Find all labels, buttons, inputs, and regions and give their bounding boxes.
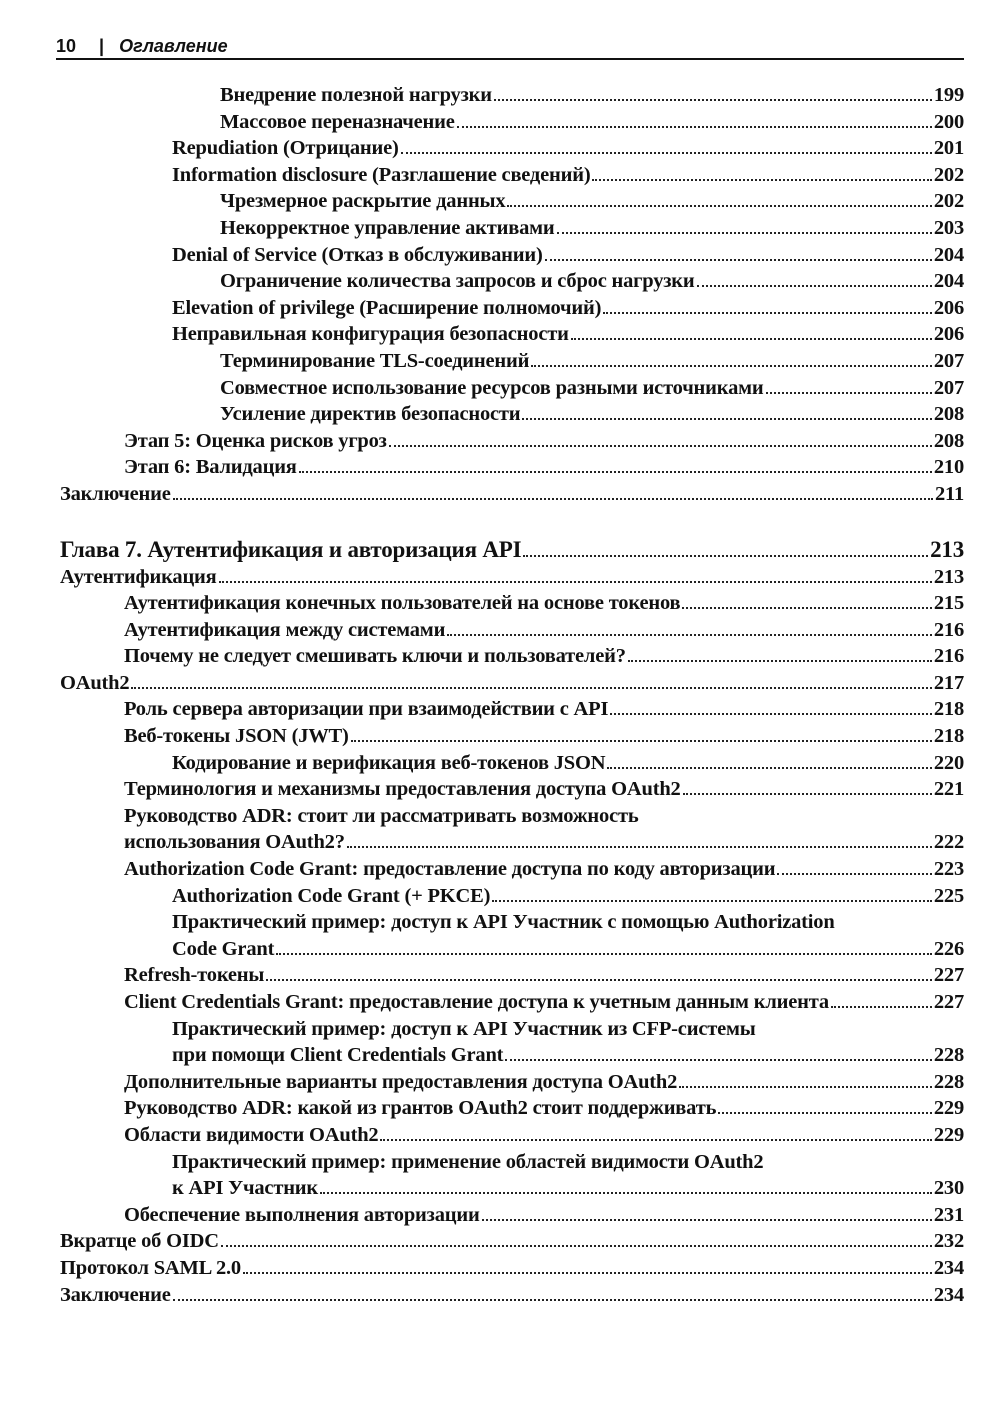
chapter-page: 213	[930, 536, 964, 562]
toc-entry-page: 227	[933, 991, 964, 1013]
dot-leader	[492, 900, 932, 902]
dot-leader	[603, 312, 932, 314]
dot-leader	[777, 873, 932, 875]
toc-entry-title: Заключение	[60, 482, 171, 505]
toc-entry-page: 207	[933, 376, 964, 399]
toc-entry[interactable]	[60, 375, 964, 402]
toc-entry-page: 215	[933, 592, 964, 615]
toc-entry-title: Протокол SAML 2.0	[60, 1256, 241, 1279]
toc-entry[interactable]	[60, 1095, 964, 1122]
dot-leader	[831, 1006, 932, 1008]
toc-entry[interactable]	[60, 989, 964, 1016]
toc-entry-page: 231	[933, 1203, 964, 1226]
toc-entry[interactable]	[60, 1122, 964, 1149]
toc-entry[interactable]	[60, 109, 964, 136]
toc-entry-title-line1: Руководство ADR: стоит ли рассматривать возможность	[124, 804, 639, 827]
toc-entry-title: OAuth2	[60, 671, 130, 694]
toc-entry-title-line1: Практический пример: применение областей видимости OAuth2	[172, 1150, 764, 1173]
dot-leader	[320, 1192, 932, 1194]
toc-entry-title: Совместное использование ресурсов разными источниками	[220, 376, 764, 399]
dot-leader	[682, 607, 931, 609]
dot-leader	[389, 445, 932, 447]
toc-entry[interactable]	[60, 750, 964, 777]
toc-entry[interactable]	[60, 670, 964, 697]
toc-entry-page: 202	[933, 190, 964, 213]
toc-entry-page: 227	[933, 964, 964, 987]
toc-entry[interactable]	[60, 803, 964, 856]
dot-leader	[592, 179, 931, 181]
dot-leader	[507, 205, 931, 207]
dot-leader	[447, 634, 932, 636]
toc-entry-title: Кодирование и верификация веб-токенов JSON	[172, 751, 606, 774]
dot-leader	[276, 953, 932, 955]
toc-entry[interactable]	[60, 617, 964, 644]
toc-entry-title: Неправильная конфигурация безопасности	[172, 323, 569, 346]
toc-entry-page: 202	[933, 163, 964, 186]
toc-entry-page: 200	[933, 110, 964, 133]
dot-leader	[131, 687, 931, 689]
toc-entry[interactable]	[60, 82, 964, 109]
toc-entry[interactable]	[60, 242, 964, 269]
toc-entry-title: при помощи Client Credentials Grant	[172, 1044, 504, 1067]
toc-entry[interactable]	[60, 909, 964, 962]
dot-leader	[607, 767, 932, 769]
toc-entry-title: Веб-токены JSON (JWT)	[124, 725, 349, 748]
toc-entry-page: 204	[933, 243, 964, 266]
toc-entry-title: Чрезмерное раскрытие данных	[220, 190, 506, 213]
toc-entry-page: 204	[933, 270, 964, 293]
toc-entry[interactable]	[60, 776, 964, 803]
toc-entry-title: Обеспечение выполнения авторизации	[124, 1203, 480, 1226]
toc-entry-page: 201	[933, 137, 964, 160]
dot-leader	[351, 740, 932, 742]
dot-leader	[610, 713, 932, 715]
toc-entry-page: 230	[933, 1177, 964, 1200]
toc-entry-title: Аутентификация	[60, 565, 217, 588]
dot-leader	[299, 471, 932, 473]
toc-entry[interactable]	[60, 135, 964, 162]
toc-entry-title: Code Grant	[172, 937, 275, 960]
toc-entry-title: Терминирование TLS-соединений	[220, 349, 530, 372]
toc-entry-page: 228	[933, 1044, 964, 1067]
toc-entry-page: 210	[933, 456, 964, 479]
toc-entry[interactable]	[60, 401, 964, 428]
toc-entry-page: 213	[933, 565, 964, 588]
toc-entry-page: 218	[933, 698, 964, 721]
toc-entry[interactable]	[60, 454, 964, 481]
toc-entry[interactable]	[60, 723, 964, 750]
toc-entry-page: 221	[933, 778, 964, 801]
toc-entry[interactable]	[60, 348, 964, 375]
toc-entry-title: Дополнительные варианты предоставления доступа OAuth2	[124, 1070, 678, 1093]
dot-leader	[505, 1059, 932, 1061]
toc-entry-page: 206	[933, 323, 964, 346]
toc-entry-page: 203	[933, 216, 964, 239]
toc-chapter-heading[interactable]	[60, 536, 964, 564]
toc-entry-title: Аутентификация между системами	[124, 618, 446, 641]
toc-entry-title: Почему не следует смешивать ключи и пользователей?	[124, 645, 626, 668]
dot-leader	[683, 793, 932, 795]
dot-leader	[523, 555, 928, 557]
running-title: Оглавление	[119, 36, 228, 56]
toc-entry[interactable]	[60, 295, 964, 322]
toc-entry-page: 199	[933, 84, 964, 106]
toc-entry-page: 229	[933, 1123, 964, 1146]
toc-entry-page: 232	[933, 1230, 964, 1253]
header-separator: |	[99, 36, 105, 56]
toc-entry-page: 207	[933, 349, 964, 372]
dot-leader	[380, 1139, 931, 1141]
toc-entry[interactable]	[60, 1069, 964, 1096]
toc-entry-title: Denial of Service (Отказ в обслуживании)	[172, 243, 543, 266]
toc-entry[interactable]	[60, 481, 964, 508]
toc-entry-title: Elevation of privilege (Расширение полномочий)	[172, 296, 602, 319]
toc-entry-title: Information disclosure (Разглашение сведений)	[172, 163, 591, 186]
toc-entry-page: 208	[933, 403, 964, 426]
toc-entry[interactable]	[60, 428, 964, 455]
toc-entry-title: Authorization Code Grant (+ PKCE)	[172, 884, 491, 907]
dot-leader	[766, 392, 932, 394]
toc-entry-title: Вкратце об OIDC	[60, 1230, 219, 1253]
toc-entry-page: 228	[933, 1070, 964, 1093]
dot-leader	[243, 1272, 932, 1274]
toc-entry[interactable]	[60, 696, 964, 723]
toc-entry-page: 225	[933, 884, 964, 907]
toc-entry[interactable]	[60, 1228, 964, 1255]
toc-entry-title: использования OAuth2?	[124, 831, 345, 854]
dot-leader	[266, 979, 932, 981]
dot-leader	[347, 846, 932, 848]
toc-entry-page: 220	[933, 751, 964, 774]
toc-entry-title: Аутентификация конечных пользователей на основе токенов	[124, 592, 681, 615]
toc-entry-page: 229	[933, 1097, 964, 1120]
toc-entry-title-line1: Практический пример: доступ к API Участник с помощью Authorization	[172, 911, 835, 934]
toc-entry[interactable]	[60, 643, 964, 670]
dot-leader	[545, 259, 932, 261]
toc-entry-page: 216	[933, 618, 964, 641]
toc-entry-page: 222	[933, 831, 964, 854]
toc-entry-title: Заключение	[60, 1283, 171, 1306]
toc-entry[interactable]	[60, 1016, 964, 1069]
toc-entry-title: Authorization Code Grant: предоставление доступа по коду авторизации	[124, 858, 776, 881]
toc-entry-page: 218	[933, 725, 964, 748]
toc-entry-title: Усиление директив безопасности	[220, 403, 521, 426]
dot-leader	[494, 99, 932, 101]
toc-entry-title: Некорректное управление активами	[220, 216, 555, 239]
dot-leader	[628, 660, 932, 662]
toc-entry-page: 206	[933, 296, 964, 319]
toc-entry-title: Внедрение полезной нагрузки	[220, 84, 492, 106]
toc-entry-title: Repudiation (Отрицание)	[172, 137, 399, 160]
toc-entry-page: 217	[933, 671, 964, 694]
toc-entry-page: 211	[934, 482, 964, 505]
toc-entry-title: Области видимости OAuth2	[124, 1123, 379, 1146]
toc-entry-title: Refresh-токены	[124, 964, 265, 987]
toc-entry-title: Терминология и механизмы предоставления доступа OAuth2	[124, 778, 681, 801]
dot-leader	[482, 1219, 932, 1221]
dot-leader	[401, 152, 932, 154]
dot-leader	[697, 285, 932, 287]
toc-entry[interactable]	[60, 883, 964, 910]
toc-entry-title: Ограничение количества запросов и сброс нагрузки	[220, 270, 695, 293]
toc-entry-title: Роль сервера авторизации при взаимодействии с API	[124, 698, 609, 721]
toc-entry[interactable]	[60, 1149, 964, 1202]
toc-entry-title: Этап 6: Валидация	[124, 456, 297, 479]
toc-entry[interactable]	[60, 215, 964, 242]
dot-leader	[531, 365, 932, 367]
dot-leader	[173, 498, 933, 500]
chapter-title: Глава 7. Аутентификация и авторизация API	[60, 536, 522, 562]
dot-leader	[219, 581, 932, 583]
toc-entry[interactable]	[60, 856, 964, 883]
toc-entry-title: Руководство ADR: какой из грантов OAuth2 стоит поддерживать	[124, 1097, 717, 1120]
dot-leader	[679, 1086, 932, 1088]
toc-entry[interactable]	[60, 268, 964, 295]
toc-entry-page: 216	[933, 645, 964, 668]
dot-leader	[221, 1245, 932, 1247]
table-of-contents	[60, 82, 964, 1308]
toc-entry[interactable]	[60, 1255, 964, 1282]
dot-leader	[571, 338, 932, 340]
dot-leader	[173, 1299, 932, 1301]
toc-entry[interactable]	[60, 590, 964, 617]
toc-entry-title: к API Участник	[172, 1177, 319, 1200]
toc-entry-page: 226	[933, 937, 964, 960]
toc-entry-title: Этап 5: Оценка рисков угроз	[124, 429, 387, 452]
dot-leader	[457, 126, 932, 128]
toc-entry[interactable]	[60, 321, 964, 348]
toc-entry[interactable]	[60, 962, 964, 989]
dot-leader	[718, 1112, 932, 1114]
toc-entry-title-line1: Практический пример: доступ к API Участник из CFP-системы	[172, 1017, 756, 1040]
toc-entry-title: Client Credentials Grant: предоставление доступа к учетным данным клиента	[124, 991, 829, 1013]
toc-entry[interactable]	[60, 1202, 964, 1229]
toc-entry[interactable]	[60, 564, 964, 591]
page-header	[56, 34, 964, 60]
toc-entry-page: 208	[933, 429, 964, 452]
toc-entry[interactable]	[60, 1282, 964, 1309]
dot-leader	[557, 232, 932, 234]
toc-entry-page: 234	[933, 1256, 964, 1279]
toc-entry-page: 223	[933, 858, 964, 881]
toc-entry[interactable]	[60, 188, 964, 215]
page-number: 10	[56, 36, 77, 56]
toc-entry-page: 234	[933, 1283, 964, 1306]
toc-entry[interactable]	[60, 162, 964, 189]
dot-leader	[522, 418, 931, 420]
toc-entry-title: Массовое переназначение	[220, 110, 455, 133]
